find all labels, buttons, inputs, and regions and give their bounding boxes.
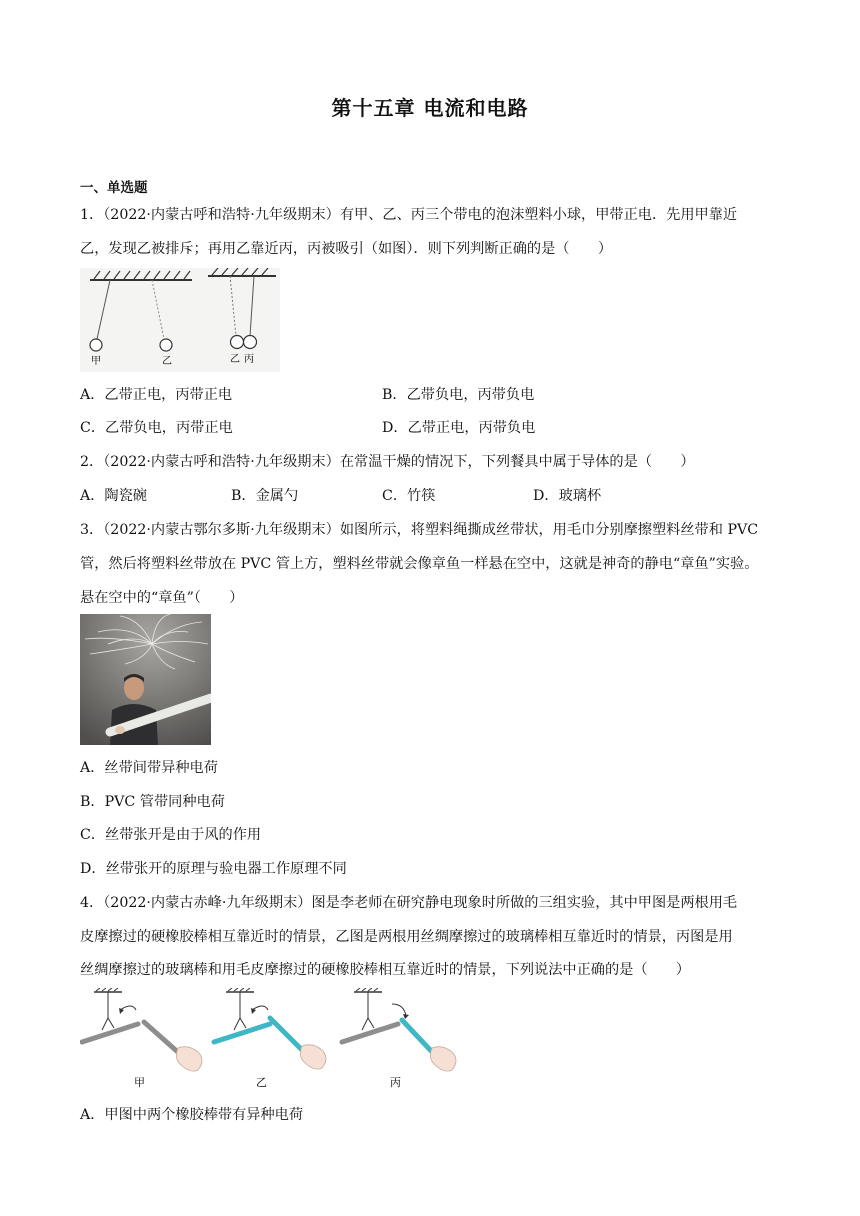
section-heading: 一、单选题	[80, 180, 148, 196]
figure-label-jia: 甲	[91, 356, 101, 367]
q1-option-c[interactable]: C．乙带负电，丙带正电	[80, 420, 233, 436]
question-2-line-1: 2．（2022·内蒙古呼和浩特·九年级期末）在常温干燥的情况下，下列餐具中属于导体的是（ ）	[80, 454, 695, 470]
rod-setup-yi	[214, 988, 326, 1089]
rods-label-jia: 甲	[134, 1076, 145, 1089]
figure-label-bing: 丙	[244, 354, 254, 365]
figure-label-yi: 乙	[162, 356, 172, 367]
q2-option-c[interactable]: C．竹筷	[382, 488, 436, 504]
question-3-line-1: 3．（2022·内蒙古鄂尔多斯·九年级期末）如图所示，将塑料绳撕成丝带状，用毛巾分别摩擦塑料丝带和 PVC	[80, 522, 759, 538]
q3-option-a[interactable]: A．丝带间带异种电荷	[80, 760, 218, 776]
rods-label-bing: 丙	[390, 1076, 401, 1089]
rod-setup-jia	[82, 988, 202, 1089]
q2-option-b[interactable]: B．金属勺	[231, 488, 299, 504]
q3-option-d[interactable]: D．丝带张开的原理与验电器工作原理不同	[80, 861, 347, 877]
q2-option-d[interactable]: D．玻璃杯	[533, 488, 602, 504]
q1-option-b[interactable]: B．乙带负电，丙带负电	[382, 387, 535, 403]
question-3-line-2: 管，然后将塑料丝带放在 PVC 管上方，塑料丝带就会像章鱼一样悬在空中，这就是神奇的静电“章鱼”实验。	[80, 556, 759, 572]
question-1-line-1: 1．（2022·内蒙古呼和浩特·九年级期末）有甲、乙、丙三个带电的泡沫塑料小球，甲带正电．先用甲靠近	[80, 207, 738, 223]
static-octopus-photo	[80, 614, 211, 745]
question-1-line-2: 乙，发现乙被排斥；再用乙靠近丙，丙被吸引（如图）．则下列判断正确的是（ ）	[80, 241, 613, 257]
q1-option-a[interactable]: A．乙带正电，丙带正电	[80, 387, 233, 403]
figure-label-yi-2: 乙	[230, 354, 240, 365]
question-1-pendulum-figure	[80, 268, 280, 372]
question-4-line-3: 丝绸摩擦过的玻璃棒和用毛皮摩擦过的硬橡胶棒相互靠近时的情景，下列说法中正确的是（ ）	[80, 962, 691, 978]
question-4-rods-figure	[80, 988, 465, 1092]
question-4-line-2: 皮摩擦过的硬橡胶棒相互靠近时的情景，乙图是两根用丝绸摩擦过的玻璃棒相互靠近时的情景，丙图是用	[80, 929, 733, 945]
q1-option-d[interactable]: D．乙带正电，丙带负电	[382, 420, 536, 436]
question-4-line-1: 4．（2022·内蒙古赤峰·九年级期末）图是李老师在研究静电现象时所做的三组实验，其中甲图是两根用毛	[80, 895, 738, 911]
rod-setup-bing	[342, 988, 456, 1089]
q4-option-a[interactable]: A．甲图中两个橡胶棒带有异种电荷	[80, 1107, 304, 1123]
page-title: 第十五章 电流和电路	[331, 96, 529, 120]
q3-option-b[interactable]: B．PVC 管带同种电荷	[80, 794, 225, 810]
q2-option-a[interactable]: A．陶瓷碗	[80, 488, 147, 504]
question-3-line-3: 悬在空中的“章鱼”（ ）	[80, 590, 244, 606]
rods-label-yi: 乙	[256, 1076, 267, 1089]
q3-option-c[interactable]: C．丝带张开是由于风的作用	[80, 827, 262, 843]
